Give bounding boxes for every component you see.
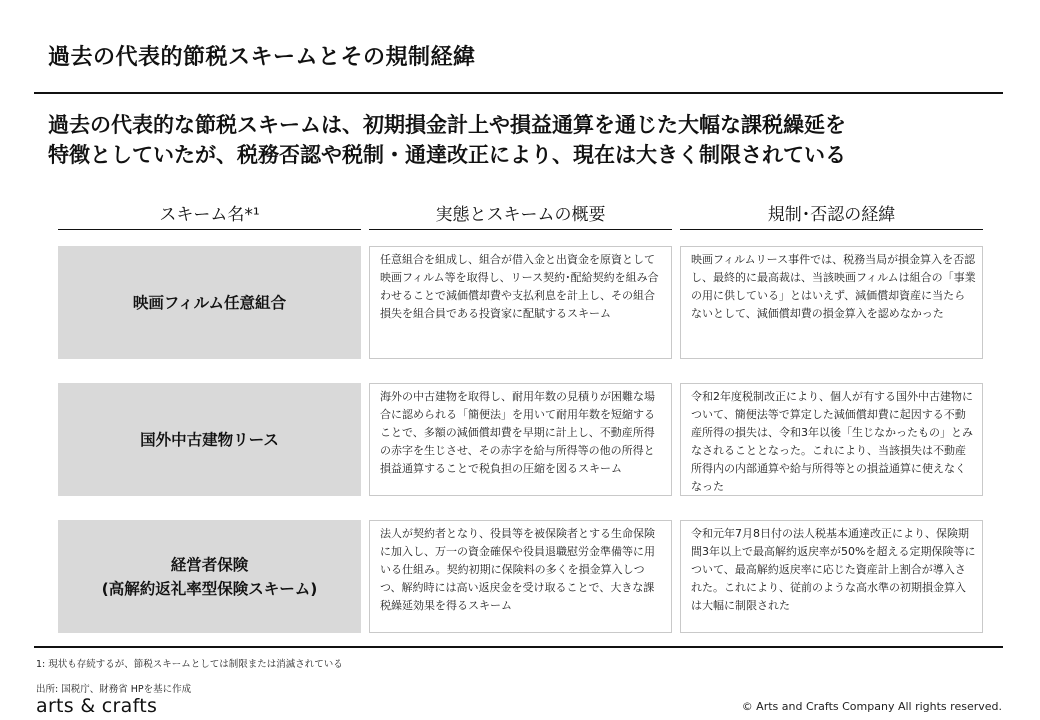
source-note: 出所: 国税庁、財務省 HPを基に作成 <box>36 684 192 695</box>
overview-cell: 任意組合を組成し、組合が借入金と出資金を原資として映画フィルム等を取得し、リース契約･配給契約を組み合わせることで減価償却費や支払利息を計上し、その組合損失を組合員である投資家に配賦するスキーム <box>369 246 672 359</box>
scheme-name: 国外中古建物リース <box>140 430 279 449</box>
column-header-scheme: スキーム名*¹ <box>159 205 260 225</box>
scheme-name-cell <box>58 520 361 633</box>
page-title: 過去の代表的節税スキームとその規制経緯 <box>48 45 476 70</box>
regulation-cell: 映画フィルムリース事件では、税務当局が損金算入を否認し、最終的に最高裁は、当該映画フィルムは組合の「事業の用に供している」とはいえず、減価償却資産に当たらないとして、減価償却費の損金算入を認めなかった <box>680 246 983 359</box>
column-header-divider <box>680 229 983 230</box>
lead-line-2: 特徴としていたが、税務否認や税制・通達改正により、現在は大きく制限されている <box>48 143 846 167</box>
overview-cell: 海外の中古建物を取得し、耐用年数の見積りが困難な場合に認められる「簡便法」を用いて耐用年数を短縮することで、多額の減価償却費を早期に計上し、不動産所得の赤字を生じさせ、その赤字を給与所得等の他の所得と損益通算することで税負担の圧縮を図るスキーム <box>369 383 672 496</box>
regulation-cell: 令和元年7月8日付の法人税基本通達改正により、保険期間3年以上で最高解約返戻率が50%を超える定期保険等について、最高解約返戻率に応じた資産計上割合が導入された。これにより、従前のような高水準の初期損金算入は大幅に制限された <box>680 520 983 633</box>
copyright: © Arts and Crafts Company All rights reserved. <box>741 700 1002 713</box>
scheme-name: 経営者保険 <box>170 555 249 574</box>
scheme-name-cell <box>58 383 361 496</box>
column-header-overview: 実態とスキームの概要 <box>435 205 606 225</box>
column-header-divider <box>58 229 361 230</box>
lead-line-1: 過去の代表的な節税スキームは、初期損金計上や損益通算を通じた大幅な課税繰延を <box>48 113 846 137</box>
overview-cell: 法人が契約者となり、役員等を被保険者とする生命保険に加入し、万一の資金確保や役員退職慰労金準備等に用いる仕組み。契約初期に保険料の多くを損金算入しつつ、解約時には高い返戻金を受け取ることで、大きな課税繰延効果を得るスキーム <box>369 520 672 633</box>
column-header-regulation: 規制･否認の経緯 <box>767 205 896 225</box>
company-logo: arts & crafts <box>36 695 158 717</box>
title-divider <box>34 92 1003 94</box>
scheme-name-cell <box>58 246 361 359</box>
bottom-divider <box>34 646 1003 648</box>
scheme-name-subtitle: (高解約返礼率型保険スキーム) <box>101 579 318 598</box>
footnote: 1: 現状も存続するが、節税スキームとしては制限または消滅されている <box>36 659 343 670</box>
regulation-cell: 令和2年度税制改正により、個人が有する国外中古建物について、簡便法等で算定した減価償却費に起因する不動産所得の損失は、令和3年以後「生じなかったもの」とみなされることとなった。これにより、当該損失は不動産所得内の内部通算や給与所得等との損益通算に使えなくなった <box>680 383 983 496</box>
lead-message <box>48 110 1008 170</box>
scheme-name: 映画フィルム任意組合 <box>132 293 287 312</box>
column-header-divider <box>369 229 672 230</box>
